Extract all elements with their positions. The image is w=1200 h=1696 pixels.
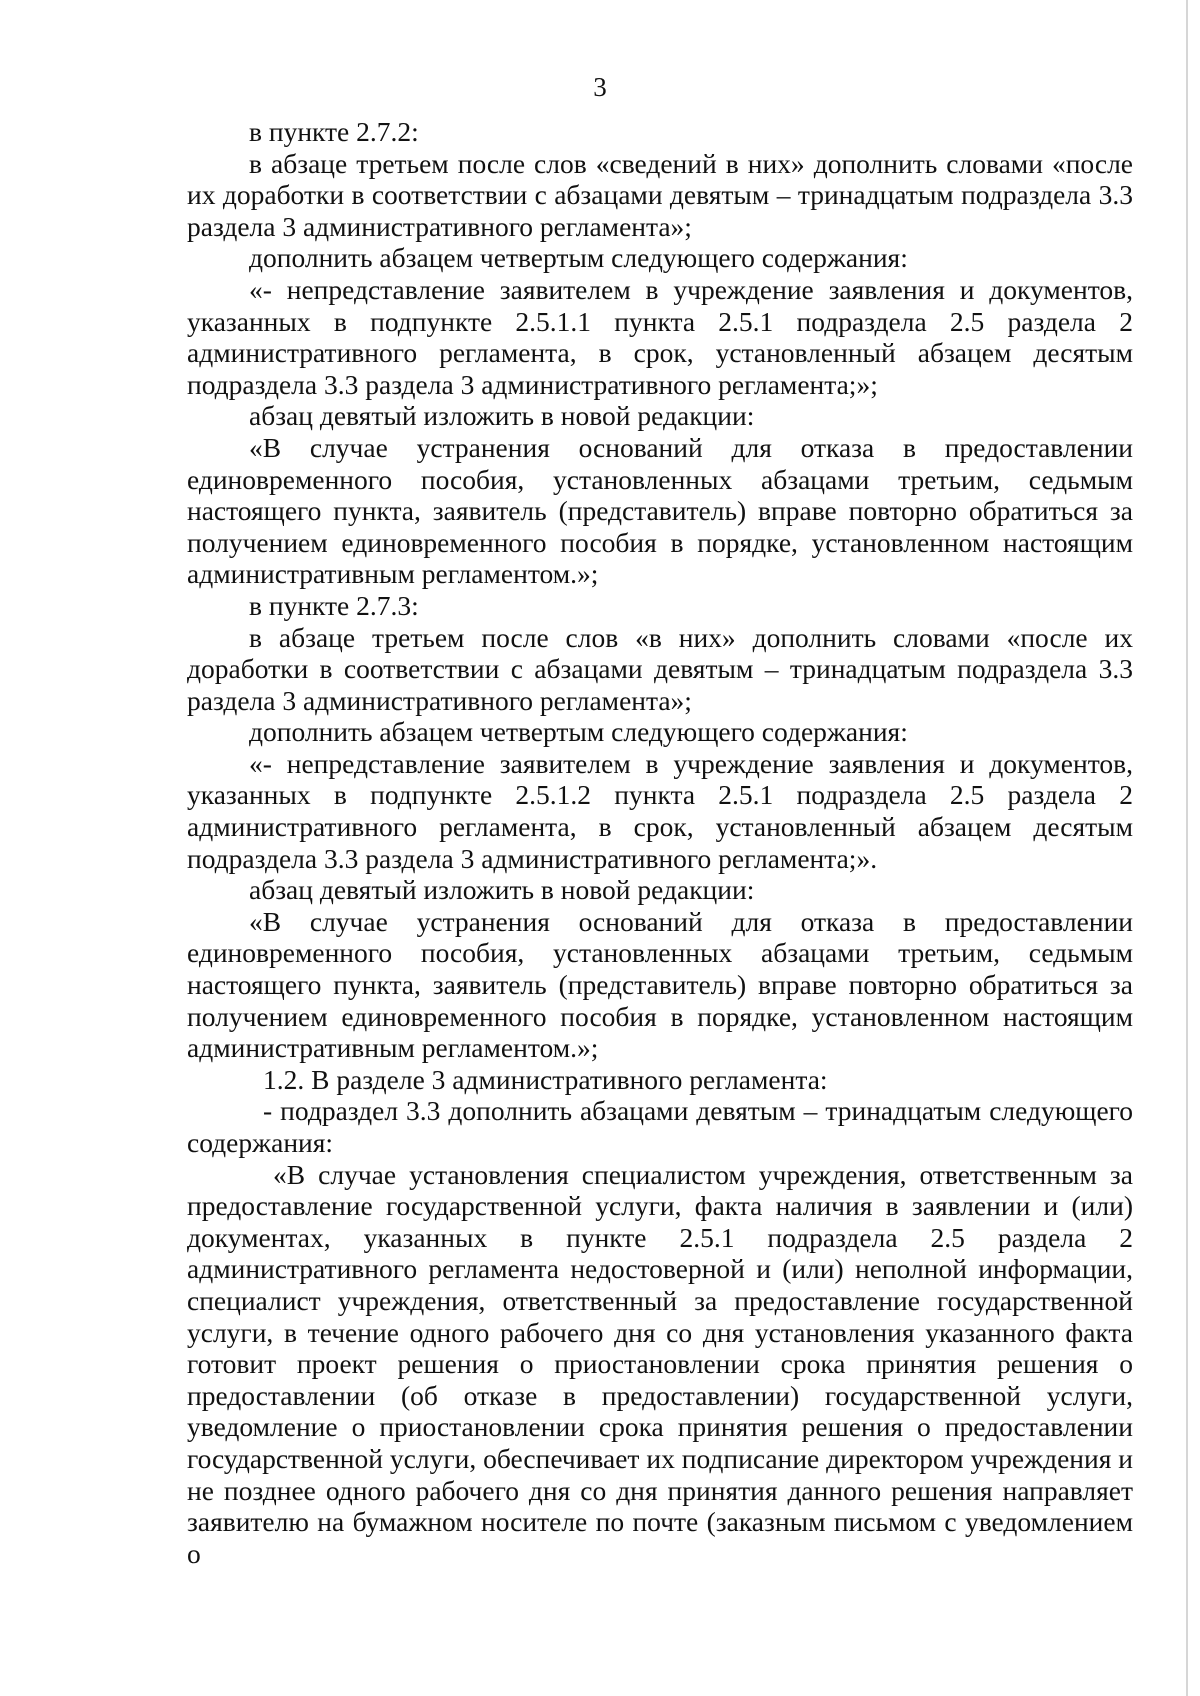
paragraph: дополнить абзацем четвертым следующего содержания: [249, 716, 908, 748]
paragraph: «В случае установления специалистом учреждения, ответственным за предоставление государственной услуги, факта наличия в заявлении и (или) документах, указанных в пункте 2.5.1 подраздела 2.5 раздела 2 административного регламента недостоверной и (или) неполной информации, специалист учреждения, ответственный за предоставление государственной услуги, в течение одного рабочего дня со дня установления указанного факта готовит проект решения о приостановлении срока принятия решения о предоставлении (об отказе в предоставлении) государственной услуги, уведомление о приостановлении срока принятия решения о предоставлении государственной услуги, обеспечивает их подписание директором учреждения и не позднее одного рабочего дня со дня принятия данного решения направляет заявителю на бумажном носителе по почте (заказным письмом с уведомлением о [187, 1158, 1133, 1569]
paragraph: «В случае устранения оснований для отказа в предоставлении единовременного пособия, установленных абзацами третьим, седьмым настоящего пункта, заявитель (представитель) вправе повторно обратиться за получением единовременного пособия в порядке, установленном настоящим административным регламентом.»; [187, 431, 1133, 590]
page-number: 3 [593, 72, 607, 102]
section-paragraph: 1.2. В разделе 3 административного регламента: [263, 1063, 828, 1095]
paragraph: - подраздел 3.3 дополнить абзацами девятым – тринадцатым следующего содержания: [187, 1095, 1133, 1158]
paragraph: в абзаце третьем после слов «сведений в них» дополнить словами «после их доработки в соответствии с абзацами девятым – тринадцатым подраздела 3.3 раздела 3 административного регламента»; [187, 147, 1133, 242]
paragraph: абзац девятый изложить в новой редакции: [249, 874, 755, 906]
document-body [187, 116, 1133, 1569]
paragraph: «- непредставление заявителем в учреждение заявления и документов, указанных в подпункте 2.5.1.2 пункта 2.5.1 подраздела 2.5 раздела 2 административного регламента, в срок, установленный абзацем десятым подраздела 3.3 раздела 3 административного регламента;». [187, 747, 1133, 874]
paragraph: в абзаце третьем после слов «в них» дополнить словами «после их доработки в соответствии с абзацами девятым – тринадцатым подраздела 3.3 раздела 3 административного регламента»; [187, 621, 1133, 716]
scan-edge-line [1186, 0, 1188, 1696]
paragraph: дополнить абзацем четвертым следующего содержания: [249, 242, 908, 274]
paragraph: «В случае устранения оснований для отказа в предоставлении единовременного пособия, установленных абзацами третьим, седьмым настоящего пункта, заявитель (представитель) вправе повторно обратиться за получением единовременного пособия в порядке, установленном настоящим административным регламентом.»; [187, 905, 1133, 1064]
paragraph: в пункте 2.7.2: [249, 116, 419, 147]
paragraph: абзац девятый изложить в новой редакции: [249, 400, 755, 432]
paragraph: в пункте 2.7.3: [249, 589, 419, 621]
paragraph: «- непредставление заявителем в учреждение заявления и документов, указанных в подпункте 2.5.1.1 пункта 2.5.1 подраздела 2.5 раздела 2 административного регламента, в срок, установленный абзацем десятым подраздела 3.3 раздела 3 административного регламента;»; [187, 273, 1133, 400]
